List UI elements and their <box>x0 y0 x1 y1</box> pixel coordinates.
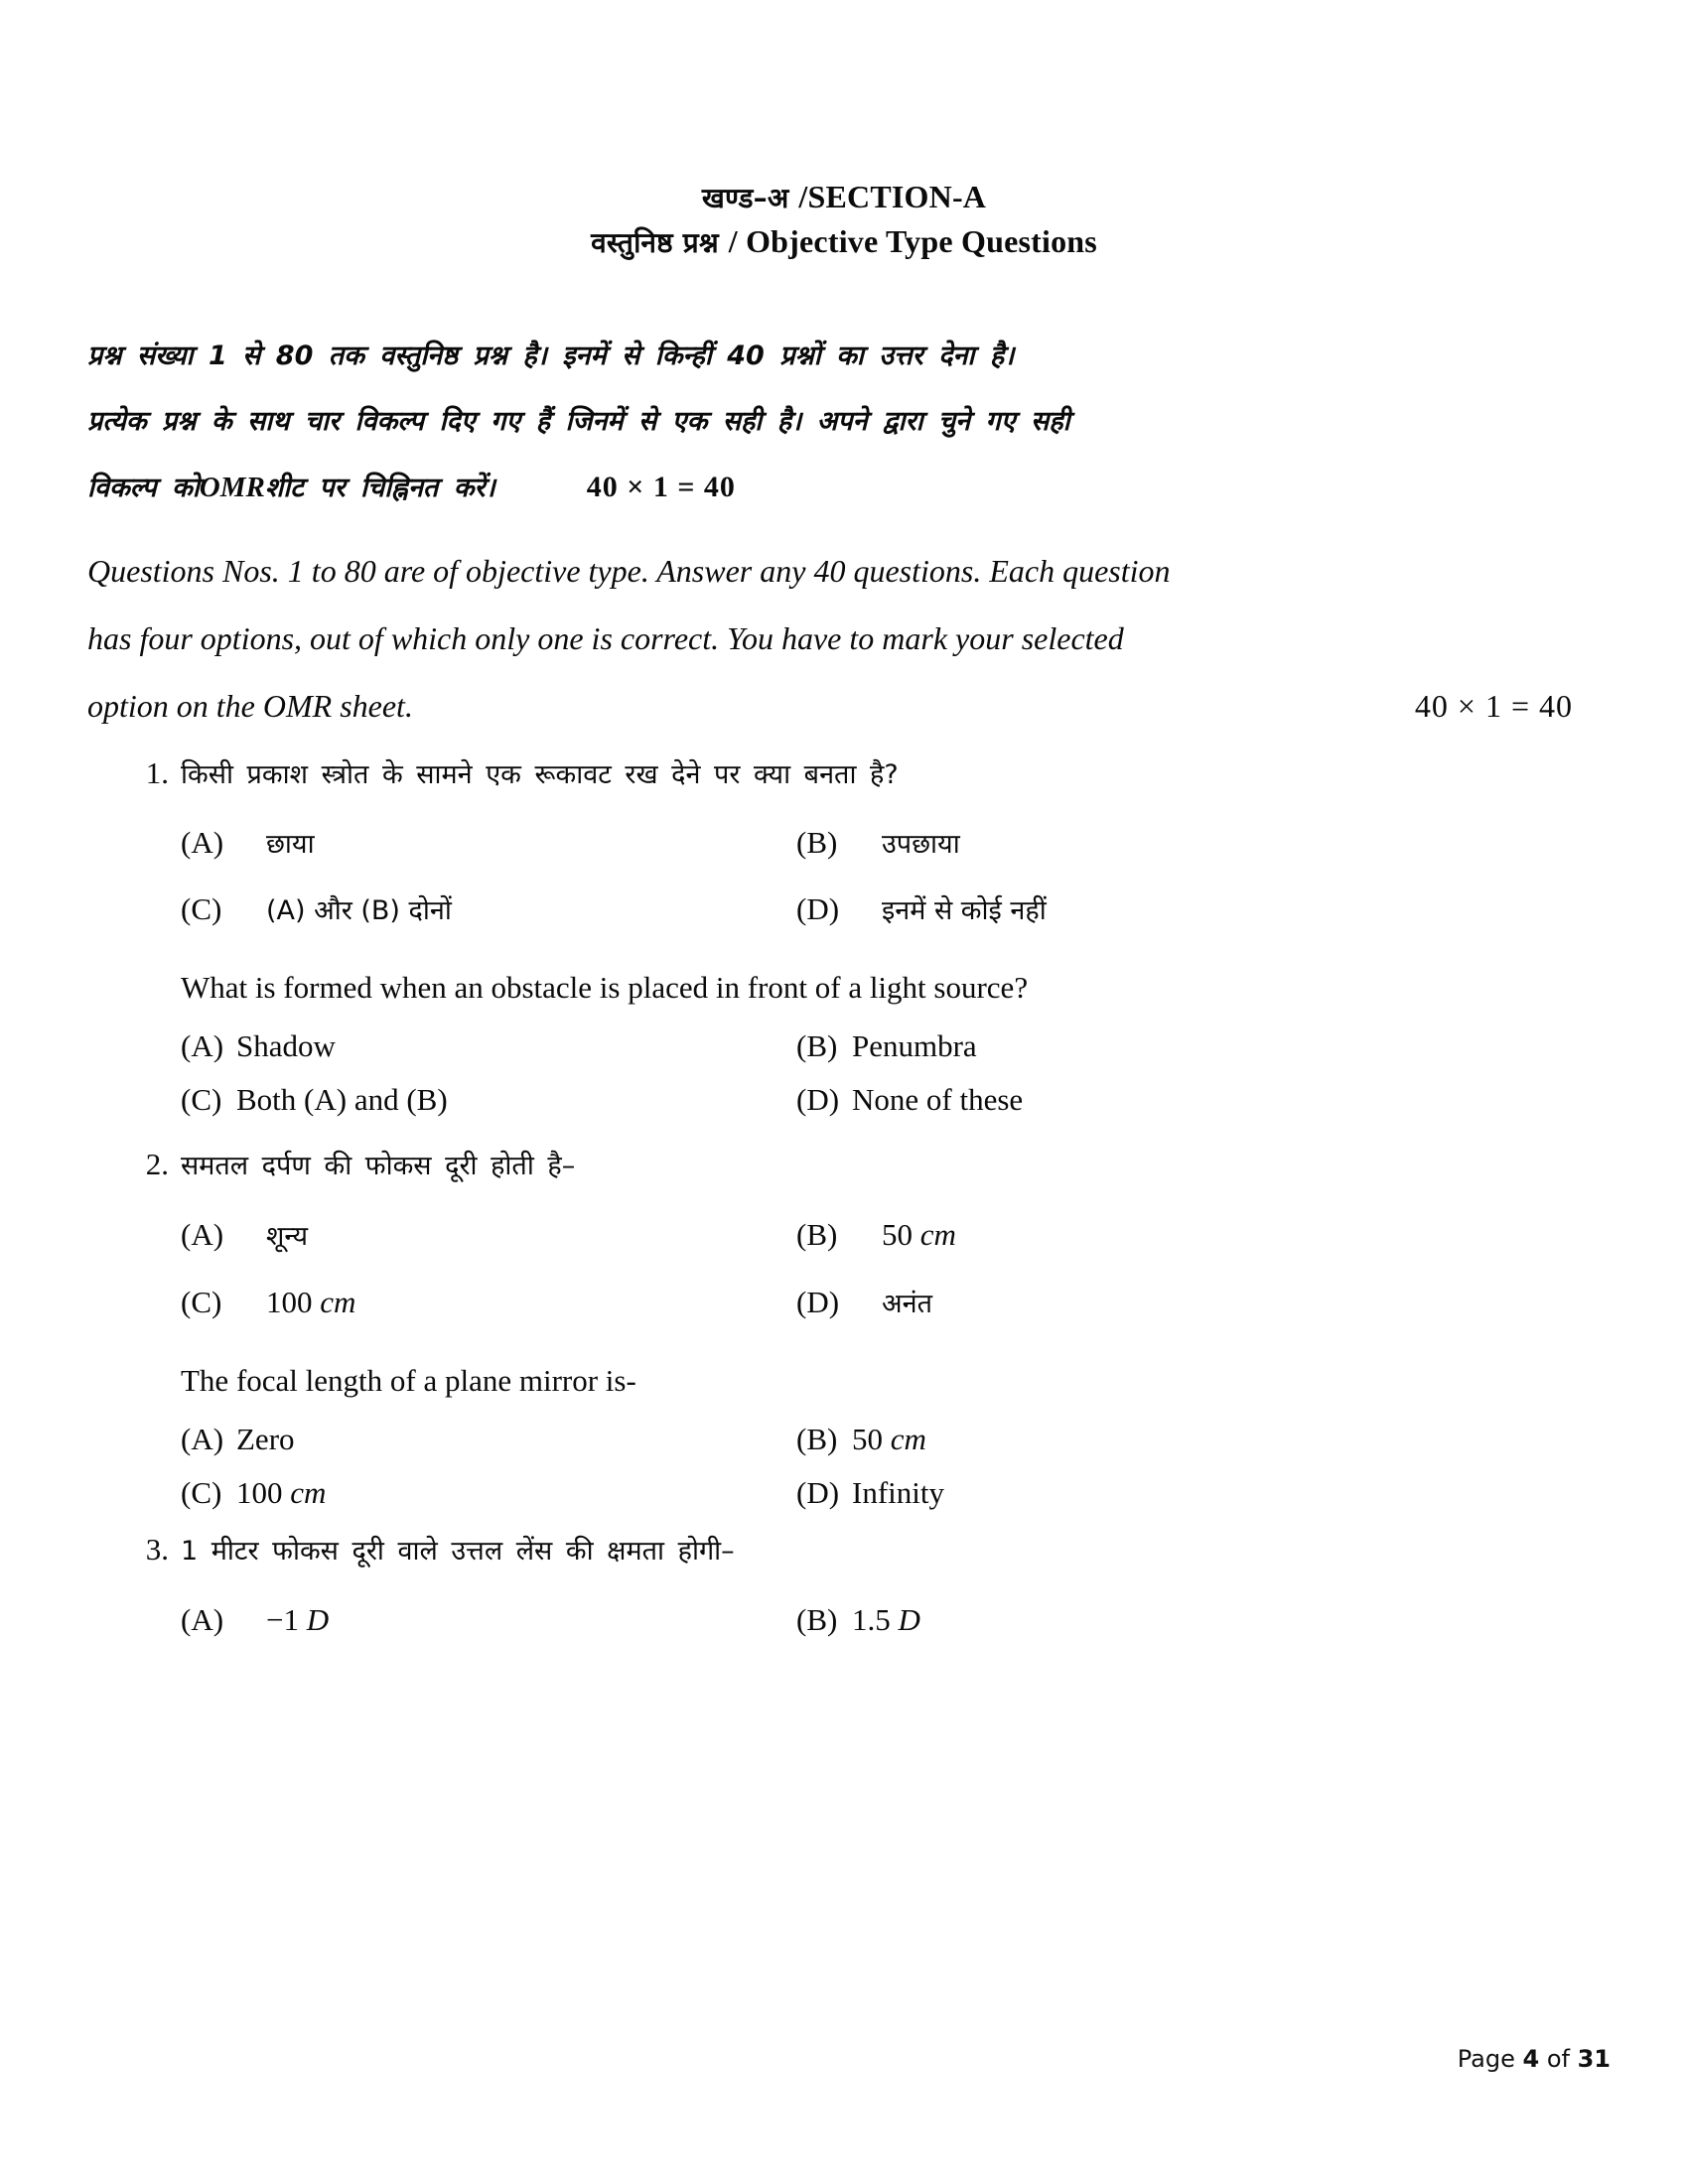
option-1-english-c[interactable] <box>181 1081 796 1119</box>
option-row <box>181 1284 1412 1323</box>
instructions-hindi-line-3-a: विकल्प को <box>87 473 200 503</box>
option-label: (D) <box>796 1475 840 1510</box>
page-content <box>0 324 1688 1639</box>
omr-label-hindi: OMR <box>199 472 265 503</box>
option-label: (A) <box>181 825 224 860</box>
question-2-text-hindi: समतल दर्पण की फोकस दूरी होती है– <box>181 1151 576 1181</box>
option-label: (B) <box>796 1422 838 1456</box>
option-1-hindi-d[interactable] <box>796 891 1412 930</box>
question-2 <box>123 1145 1630 1512</box>
option-label: (C) <box>181 1475 222 1510</box>
question-2-text-english: The focal length of a plane mirror is- <box>181 1363 636 1398</box>
question-3-stem <box>123 1530 1630 1573</box>
option-2-english-c[interactable] <box>181 1474 796 1512</box>
option-unit: cm <box>919 1217 956 1252</box>
option-label: (C) <box>181 891 222 926</box>
option-label: (D) <box>796 891 840 926</box>
option-text: Both (A) and (B) <box>236 1082 448 1117</box>
instructions-english-line-3-text: option on the OMR sheet. <box>87 688 413 724</box>
option-row <box>181 1216 1412 1256</box>
option-text: 100 cm <box>266 1285 356 1319</box>
instructions-english <box>62 537 1630 740</box>
option-unit: cm <box>290 1475 327 1510</box>
instructions-hindi <box>62 324 1630 521</box>
option-row <box>181 1027 1412 1065</box>
option-3-hindi-a[interactable] <box>181 1601 796 1639</box>
section-title <box>0 177 1688 218</box>
section-title-english: /SECTION-A <box>798 179 987 214</box>
option-label: (A) <box>181 1422 224 1456</box>
question-1-stem <box>123 753 1630 797</box>
instructions-hindi-line-3-b: शीट पर चिह्निनत करें। <box>264 473 495 503</box>
question-1-number: 1. <box>145 755 169 790</box>
option-text: 50 cm <box>852 1422 926 1456</box>
option-label: (D) <box>796 1285 840 1319</box>
question-list <box>62 753 1630 1639</box>
option-label: (B) <box>796 1602 838 1637</box>
option-text: शून्य <box>266 1221 308 1252</box>
option-text: (A) और (B) दोनों <box>266 895 452 926</box>
option-unit: cm <box>320 1285 356 1319</box>
option-row <box>181 1081 1412 1119</box>
question-2-stem <box>123 1145 1630 1188</box>
option-text: 100 cm <box>236 1475 327 1510</box>
question-2-options-english <box>181 1421 1412 1512</box>
option-label: (B) <box>796 825 838 860</box>
instructions-hindi-line-2: प्रत्येक प्रश्न के साथ चार विकल्प दिए गए हैं जिनमें से एक सही है। अपने द्वारा चुने गए सही <box>87 406 1070 437</box>
instructions-english-line-2: has four options, out of which only one is correct. You have to mark your selected <box>87 620 1124 656</box>
option-text: Shadow <box>236 1028 336 1063</box>
question-1-options-english <box>181 1027 1412 1119</box>
option-row <box>181 1421 1412 1458</box>
option-1-english-d[interactable] <box>796 1081 1412 1119</box>
instructions-english-line-3 <box>87 672 1603 740</box>
option-text: Infinity <box>852 1475 944 1510</box>
option-row <box>181 825 1412 864</box>
option-text: −1 D <box>266 1602 330 1637</box>
section-header <box>0 0 1688 266</box>
option-row <box>181 891 1412 930</box>
option-label: (B) <box>796 1028 838 1063</box>
question-2-options-hindi <box>181 1216 1412 1323</box>
page-footer <box>1458 2045 1611 2073</box>
question-1-options-hindi <box>181 825 1412 930</box>
option-1-hindi-b[interactable] <box>796 825 1412 864</box>
option-2-hindi-b[interactable] <box>796 1216 1412 1256</box>
question-3-text-hindi: 1 मीटर फोकस दूरी वाले उत्तल लेंस की क्षमता होगी– <box>181 1536 735 1567</box>
question-1 <box>123 753 1630 1119</box>
option-3-hindi-b[interactable] <box>796 1601 1412 1639</box>
option-label: (A) <box>181 1602 224 1637</box>
option-text: इनमें से कोई नहीं <box>882 895 1047 926</box>
option-unit: D <box>306 1602 330 1637</box>
section-subtitle-english: / Objective Type Questions <box>728 223 1097 259</box>
question-1-text-hindi: किसी प्रकाश स्त्रोत के सामने एक रूकावट रख देने पर क्या बनता है? <box>181 759 899 790</box>
option-text: Penumbra <box>852 1028 977 1063</box>
marks-english: 40 × 1 = 40 <box>1414 688 1573 724</box>
option-1-english-a[interactable] <box>181 1027 796 1065</box>
option-2-english-b[interactable] <box>796 1421 1412 1458</box>
footer-total-pages: 31 <box>1577 2045 1611 2073</box>
option-label: (C) <box>181 1285 222 1319</box>
option-text: Zero <box>236 1422 295 1456</box>
option-label: (A) <box>181 1217 224 1252</box>
section-subtitle <box>0 218 1688 266</box>
marks-hindi: 40 × 1 = 40 <box>586 471 736 503</box>
instructions-hindi-line-3 <box>87 455 1603 521</box>
option-1-hindi-a[interactable] <box>181 825 796 864</box>
question-3-options-hindi <box>181 1601 1412 1639</box>
option-1-english-b[interactable] <box>796 1027 1412 1065</box>
option-text: छाया <box>266 829 315 860</box>
instructions-hindi-line-1: प्रश्न संख्या 1 से 80 तक वस्तुनिष्ठ प्रश्न है। इनमें से किन्हीं 40 प्रश्नों का उत्तर देना है। <box>87 341 1015 371</box>
option-row <box>181 1474 1412 1512</box>
option-text: 50 cm <box>882 1217 956 1252</box>
option-text: None of these <box>852 1082 1024 1117</box>
footer-middle: of <box>1539 2045 1578 2073</box>
option-text: अनंत <box>882 1289 933 1319</box>
option-2-hindi-c[interactable] <box>181 1284 796 1323</box>
section-title-hindi: खण्ड–अ <box>701 182 799 214</box>
section-subtitle-hindi: वस्तुनिष्ठ प्रश्न <box>591 226 729 259</box>
option-2-hindi-a[interactable] <box>181 1216 796 1256</box>
option-text: उपछाया <box>882 829 960 860</box>
option-text: 1.5 D <box>852 1602 920 1637</box>
question-3-number: 3. <box>145 1532 169 1567</box>
option-label: (A) <box>181 1028 224 1063</box>
question-2-number: 2. <box>145 1147 169 1181</box>
question-3 <box>123 1530 1630 1639</box>
question-1-text-english: What is formed when an obstacle is placed in front of a light source? <box>181 970 1029 1005</box>
instructions-english-line-1: Questions Nos. 1 to 80 are of objective type. Answer any 40 questions. Each question <box>87 553 1171 589</box>
option-label: (B) <box>796 1217 838 1252</box>
option-unit: D <box>898 1602 920 1637</box>
option-2-hindi-d[interactable] <box>796 1284 1412 1323</box>
option-label: (C) <box>181 1082 222 1117</box>
option-1-hindi-c[interactable] <box>181 891 796 930</box>
option-unit: cm <box>890 1422 926 1456</box>
option-row <box>181 1601 1412 1639</box>
option-label: (D) <box>796 1082 840 1117</box>
footer-prefix: Page <box>1457 2045 1523 2073</box>
option-2-english-d[interactable] <box>796 1474 1412 1512</box>
option-2-english-a[interactable] <box>181 1421 796 1458</box>
footer-current-page: 4 <box>1522 2045 1540 2073</box>
